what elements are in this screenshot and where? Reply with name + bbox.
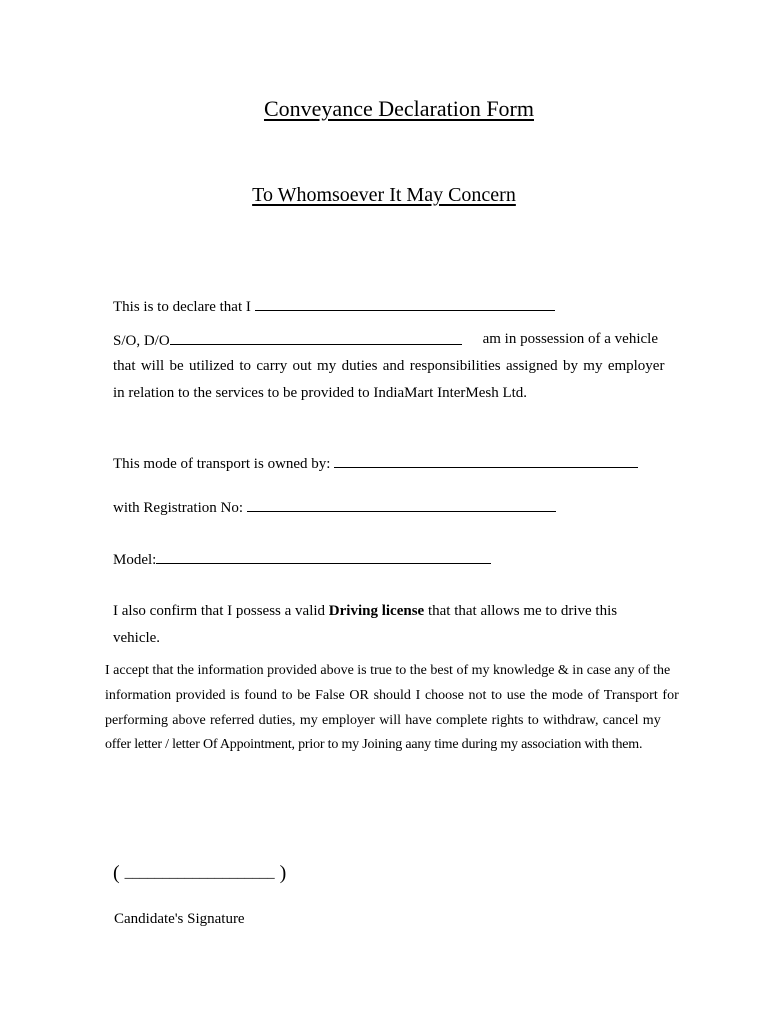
accept-line-1 <box>105 662 671 680</box>
possession-text: am in possession of a vehicle <box>482 331 658 347</box>
confirm-prefix: I also confirm that I possess a valid <box>113 603 326 619</box>
registration-label: with Registration No: <box>113 500 243 516</box>
signature-blank[interactable]: ____________________ <box>124 865 275 881</box>
registration-blank[interactable] <box>247 497 556 512</box>
duties-line <box>113 357 665 375</box>
owned-by-line <box>113 453 638 473</box>
signature-open-paren: ( <box>113 862 120 884</box>
declare-line <box>113 296 555 316</box>
accept-text-1: I accept that the information provided above is true to the best of my knowledge & in case any of the <box>105 663 671 678</box>
model-blank[interactable] <box>156 549 491 564</box>
confirm-line-2: vehicle. <box>113 630 161 646</box>
signature-close-paren: ) <box>279 862 287 884</box>
declare-prefix: This is to declare that I <box>113 299 251 315</box>
accept-line-4: offer letter / letter Of Appointment, prior to my Joining aany time during my association with them. <box>105 737 643 752</box>
confirm-bold: Driving license <box>328 603 425 619</box>
so-do-label: S/O, D/O <box>113 333 170 349</box>
relation-line: in relation to the services to be provided to IndiaMart InterMesh Ltd. <box>113 385 528 401</box>
form-title: Conveyance Declaration Form <box>263 96 534 121</box>
parent-name-blank[interactable] <box>170 330 462 345</box>
name-blank[interactable] <box>255 296 555 311</box>
accept-line-3: performing above referred duties, my employer will have complete rights to withdraw, cancel my <box>105 713 661 728</box>
so-do-line <box>113 330 658 350</box>
form-subtitle: To Whomsoever It May Concern <box>252 184 516 206</box>
accept-line-2: information provided is found to be False OR should I choose not to use the mode of Transport for <box>105 688 679 703</box>
model-line <box>113 549 491 569</box>
owned-by-label: This mode of transport is owned by: <box>113 456 331 472</box>
signature-label: Candidate's Signature <box>114 911 245 927</box>
signature-line <box>113 862 286 884</box>
confirm-line <box>113 602 617 620</box>
model-label: Model: <box>113 552 157 568</box>
registration-line <box>113 497 556 517</box>
owner-blank[interactable] <box>334 453 638 468</box>
duties-text: that will be utilized to carry out my duties and responsibilities assigned by my employer <box>113 358 665 374</box>
confirm-suffix: that that allows me to drive this <box>427 603 618 619</box>
